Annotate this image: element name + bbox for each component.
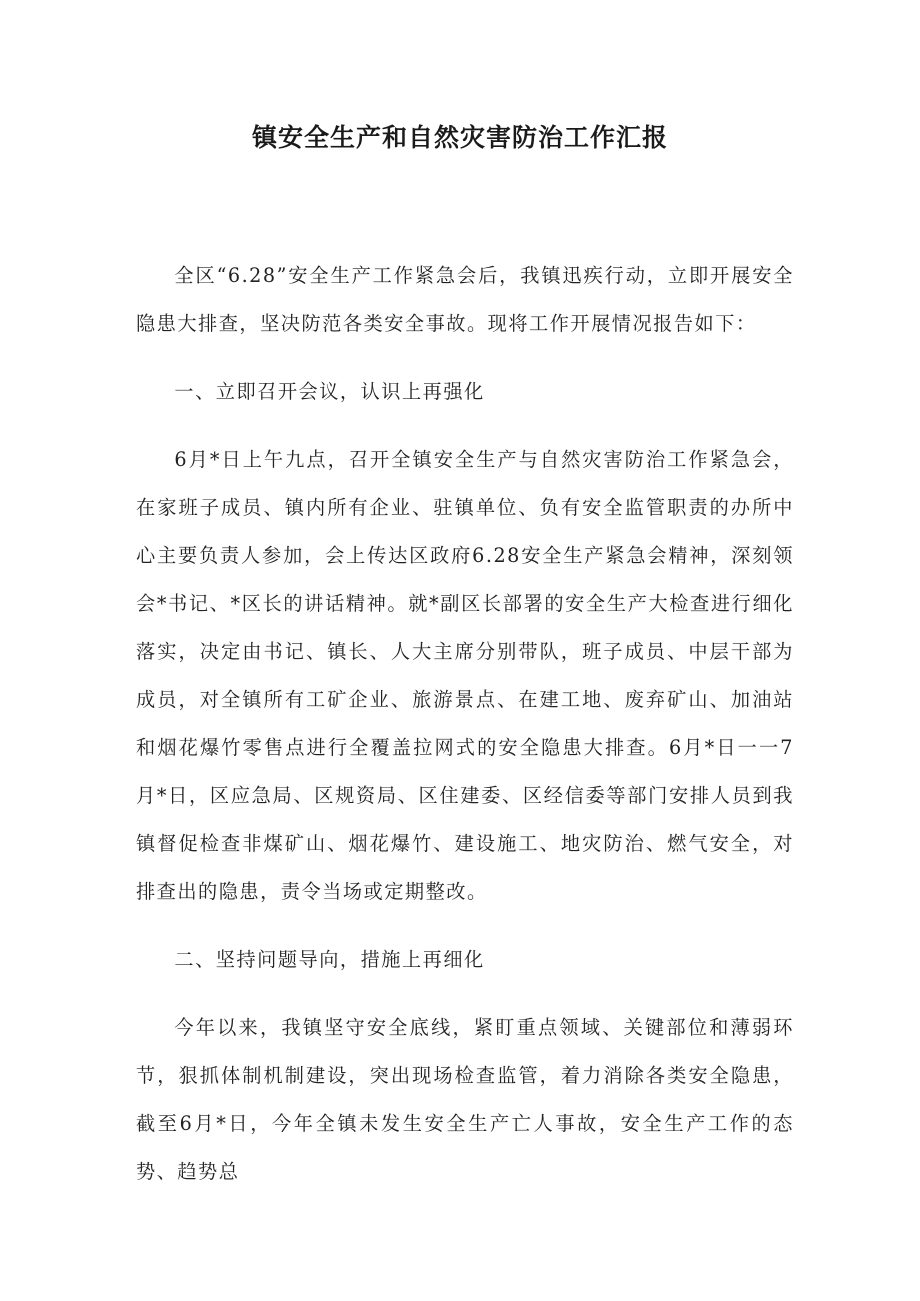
- document-body: [136, 252, 794, 1216]
- section-heading-2: 二、坚持问题导向，措施上再细化: [174, 948, 485, 971]
- document-title: 镇安全生产和自然灾害防治工作汇报: [251, 123, 668, 152]
- section-1-paragraph: 6月*日上午九点，召开全镇安全生产与自然灾害防治工作紧急会，在家班子成员、镇内所有企业、驻镇单位、负有安全监管职责的办所中心主要负责人参加，会上传达区政府6.28安全生产紧急会精神，深刻领会*书记、*区长的讲话精神。就*副区长部署的安全生产大检查进行细化落实，决定由书记、镇长、人大主席分别带队，班子成员、中层干部为成员，对全镇所有工矿企业、旅游景点、在建工地、废弃矿山、加油站和烟花爆竹零售点进行全覆盖拉网式的安全隐患大排查。6月*日一一7月*日，区应急局、区规资局、区住建委、区经信委等部门安排人员到我镇督促检查非煤矿山、烟花爆竹、建设施工、地灾防治、燃气安全，对排查出的隐患，责令当场或定期整改。: [136, 448, 794, 903]
- intro-paragraph: 全区“6.28”安全生产工作紧急会后，我镇迅疾行动，立即开展安全隐患大排查，坚决防范各类安全事故。现将工作开展情况报告如下：: [136, 264, 794, 335]
- section-2-paragraph: 今年以来，我镇坚守安全底线，紧盯重点领域、关键部位和薄弱环节，狠抓体制机制建设，突出现场检查监管，着力消除各类安全隐患，截至6月*日，今年全镇未发生安全生产亡人事故，安全生产工作的态势、趋势总: [136, 1016, 794, 1183]
- section-heading-1: 一、立即召开会议，认识上再强化: [174, 380, 485, 403]
